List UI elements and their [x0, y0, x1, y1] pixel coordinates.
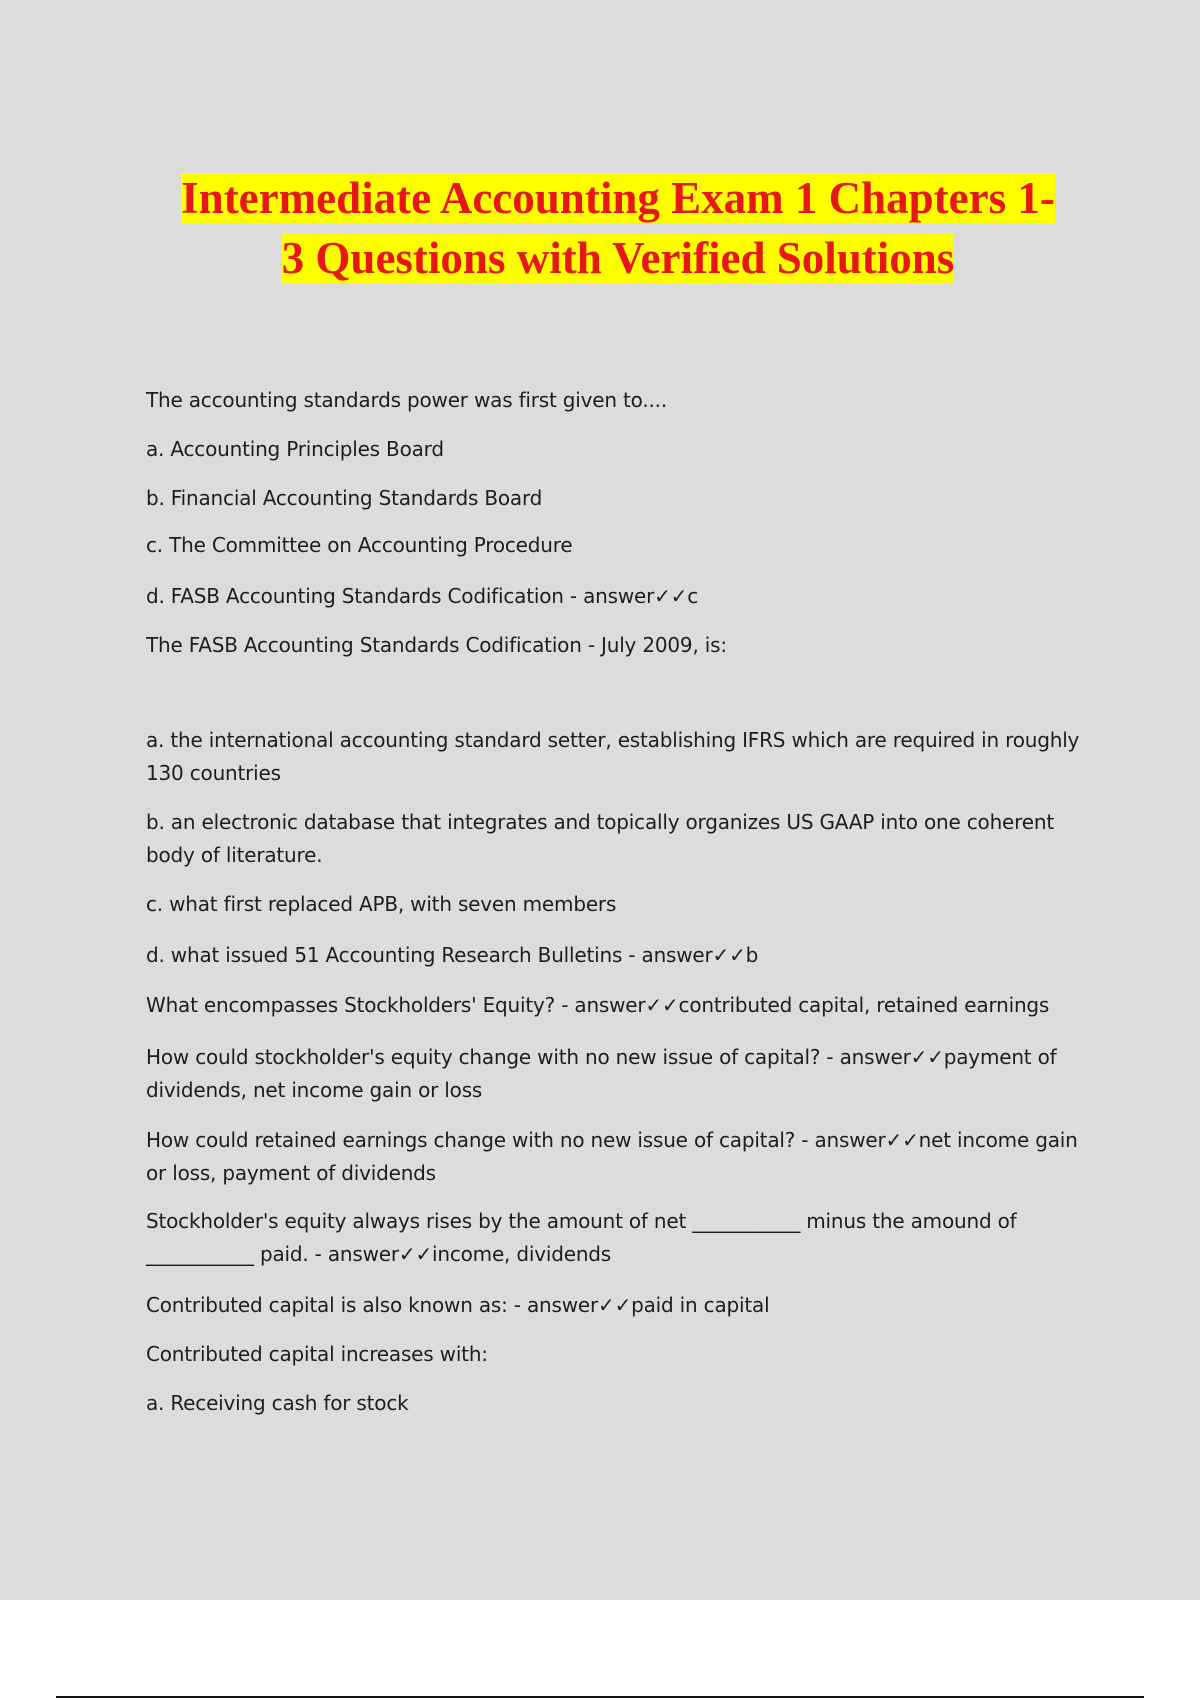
- question-text: The FASB Accounting Standards Codification - July 2009, is:: [146, 633, 727, 657]
- question-text: What encompasses Stockholders' Equity? - answer✓✓contributed capital, retained earnings: [146, 993, 1050, 1017]
- question-text: The accounting standards power was first given to....: [146, 388, 667, 412]
- answer-option: a. Accounting Principles Board: [146, 437, 444, 461]
- question-list: [146, 384, 1086, 1420]
- footer-divider: [56, 1696, 1144, 1698]
- answer-option: a. Receiving cash for stock: [146, 1391, 409, 1415]
- title-line-1: Intermediate Accounting Exam 1 Chapters 1-: [181, 173, 1055, 223]
- question-text: Stockholder's equity always rises by the amount of net ___________ minus the amound of ___________ paid. - answer✓✓income, dividends: [146, 1209, 1017, 1266]
- document-title: [100, 168, 1136, 288]
- answer-option: d. FASB Accounting Standards Codification - answer✓✓c: [146, 584, 699, 608]
- answer-option: d. what issued 51 Accounting Research Bulletins - answer✓✓b: [146, 943, 759, 967]
- page-footer-area: [0, 1600, 1200, 1700]
- answer-option: a. the international accounting standard setter, establishing IFRS which are required in roughly 130 countries: [146, 728, 1080, 785]
- question-text: Contributed capital increases with:: [146, 1342, 488, 1366]
- question-text: How could retained earnings change with no new issue of capital? - answer✓✓net income gain or loss, payment of dividends: [146, 1128, 1078, 1185]
- question-text: How could stockholder's equity change with no new issue of capital? - answer✓✓payment of dividends, net income gain or loss: [146, 1045, 1057, 1102]
- answer-option: b. Financial Accounting Standards Board: [146, 486, 543, 510]
- answer-option: b. an electronic database that integrates and topically organizes US GAAP into one coherent body of literature.: [146, 810, 1054, 867]
- answer-option: c. The Committee on Accounting Procedure: [146, 533, 573, 557]
- answer-option: c. what first replaced APB, with seven members: [146, 892, 617, 916]
- title-line-2: 3 Questions with Verified Solutions: [281, 233, 955, 283]
- question-text: Contributed capital is also known as: - answer✓✓paid in capital: [146, 1293, 770, 1317]
